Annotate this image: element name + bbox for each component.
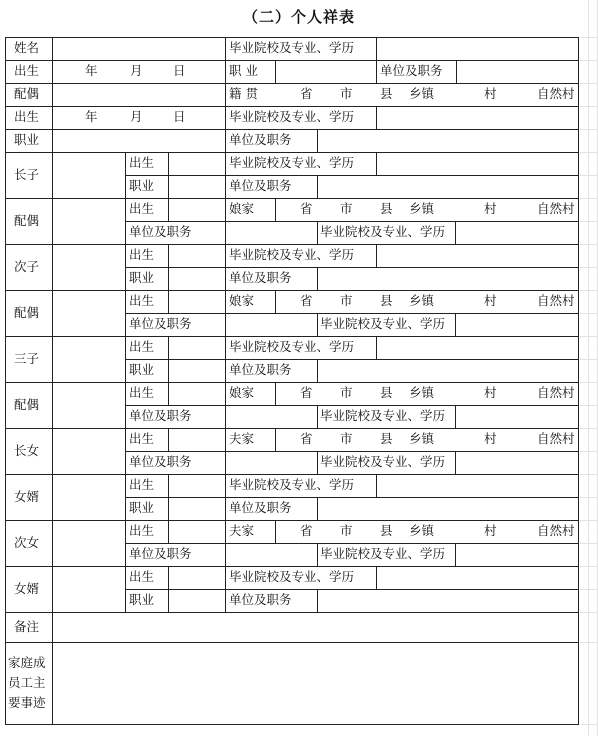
label-family-home: 夫家	[229, 523, 255, 538]
label-county: 县	[380, 431, 393, 446]
table-rule	[275, 520, 276, 544]
table-rule	[5, 612, 579, 613]
label-occupation: 职业	[129, 592, 155, 607]
label-town: 乡镇	[409, 86, 435, 101]
table-rule	[455, 405, 456, 429]
sheet-gridline	[580, 451, 598, 452]
table-rule	[5, 37, 6, 725]
table-rule	[52, 152, 53, 613]
table-rule	[168, 474, 169, 498]
label-county: 县	[380, 523, 393, 538]
label-town: 乡镇	[409, 385, 435, 400]
label-family-home: 娘家	[229, 293, 255, 308]
label-province: 省	[300, 201, 313, 216]
label-member: 配偶	[14, 397, 40, 412]
sheet-gridline	[580, 497, 598, 498]
label-school: 毕业院校及专业、学历	[229, 247, 355, 262]
label-birth: 出生	[129, 293, 155, 308]
table-rule	[455, 543, 456, 567]
sheet-gridline	[580, 83, 598, 84]
label-occupation: 职业	[129, 178, 155, 193]
sheet-gridline	[580, 543, 598, 544]
label-city: 市	[340, 385, 353, 400]
label-occupation: 职业	[129, 362, 155, 377]
table-rule	[317, 589, 318, 613]
table-rule	[5, 642, 579, 643]
label-birth: 出生	[129, 569, 155, 584]
sheet-gridline	[580, 336, 598, 337]
sheet-gridline	[580, 589, 598, 590]
label-member: 长女	[14, 443, 40, 458]
table-rule	[225, 244, 226, 268]
table-rule	[225, 129, 226, 153]
table-rule	[125, 221, 579, 222]
table-rule	[275, 290, 276, 314]
label-province: 省	[300, 431, 313, 446]
table-rule	[455, 313, 456, 337]
label-school: 毕业院校及专业、学历	[320, 454, 446, 469]
label-member: 长子	[14, 167, 40, 182]
table-rule	[5, 106, 579, 107]
label-events-line1: 家庭成	[8, 655, 46, 670]
table-rule	[225, 221, 226, 245]
sheet-gridline	[580, 566, 598, 567]
table-rule	[317, 175, 318, 199]
label-county: 县	[380, 201, 393, 216]
label-family-home: 娘家	[229, 201, 255, 216]
table-rule	[225, 60, 226, 84]
table-rule	[376, 336, 377, 360]
table-rule	[5, 520, 579, 521]
table-rule	[168, 175, 169, 199]
sheet-gridline	[580, 290, 598, 291]
label-birth: 出生	[129, 247, 155, 262]
label-unit: 单位及职务	[229, 270, 292, 285]
sheet-gridline	[580, 244, 598, 245]
table-rule	[317, 451, 318, 475]
label-unit: 单位及职务	[380, 63, 443, 78]
sheet-gridline	[580, 152, 598, 153]
table-rule	[225, 83, 226, 107]
label-village: 村	[484, 293, 497, 308]
sheet-gridline	[580, 382, 598, 383]
table-rule	[376, 37, 377, 61]
label-unit: 单位及职务	[229, 178, 292, 193]
label-member: 配偶	[14, 305, 40, 320]
table-rule	[5, 724, 579, 725]
sheet-gridline	[580, 267, 598, 268]
table-rule	[168, 267, 169, 291]
label-family-home: 夫家	[229, 431, 255, 446]
table-rule	[455, 451, 456, 475]
label-school: 毕业院校及专业、学历	[320, 546, 446, 561]
sheet-gridline	[580, 428, 598, 429]
table-rule	[125, 267, 579, 268]
label-natural-village: 自然村	[537, 385, 575, 400]
label-natural-village: 自然村	[537, 201, 575, 216]
table-rule	[225, 175, 226, 199]
label-village: 村	[484, 86, 497, 101]
table-rule	[317, 129, 318, 153]
table-rule	[5, 428, 579, 429]
label-school: 毕业院校及专业、学历	[229, 569, 355, 584]
table-rule	[168, 152, 169, 176]
sheet-gridline	[580, 106, 598, 107]
table-rule	[168, 198, 169, 222]
table-rule	[225, 37, 226, 61]
label-notes: 备注	[14, 619, 40, 634]
label-village: 村	[484, 523, 497, 538]
table-rule	[125, 359, 579, 360]
table-rule	[125, 497, 579, 498]
label-town: 乡镇	[409, 523, 435, 538]
table-rule	[456, 60, 457, 84]
sheet-gridline	[580, 520, 598, 521]
sheet-gridline	[580, 60, 598, 61]
label-member: 女婿	[14, 581, 40, 596]
table-rule	[125, 405, 579, 406]
table-rule	[5, 474, 579, 475]
label-unit: 单位及职务	[229, 592, 292, 607]
label-county: 县	[380, 385, 393, 400]
label-province: 省	[300, 86, 313, 101]
label-events-line2: 员工主	[8, 675, 46, 690]
table-rule	[376, 474, 377, 498]
label-town: 乡镇	[409, 431, 435, 446]
sheet-gridline	[580, 359, 598, 360]
table-rule	[376, 106, 377, 130]
table-rule	[317, 497, 318, 521]
label-city: 市	[340, 523, 353, 538]
table-rule	[317, 543, 318, 567]
label-school: 毕业院校及专业、学历	[229, 339, 355, 354]
sheet-gridline	[580, 724, 598, 725]
label-province: 省	[300, 523, 313, 538]
label-native: 籍 贯	[229, 86, 258, 101]
table-rule	[5, 152, 579, 153]
sheet-gridline	[580, 405, 598, 406]
table-rule	[125, 313, 579, 314]
table-rule	[225, 336, 226, 360]
sheet-gridline	[580, 612, 598, 613]
label-events-line3: 要事迹	[8, 695, 46, 710]
table-rule	[225, 313, 226, 337]
table-rule	[5, 129, 579, 130]
sheet-gridline	[580, 221, 598, 222]
label-school: 毕业院校及专业、学历	[229, 109, 355, 124]
table-rule	[275, 382, 276, 406]
label-birth: 出生	[14, 109, 40, 124]
label-name: 姓名	[14, 40, 40, 55]
table-rule	[376, 244, 377, 268]
label-occupation: 职业	[129, 500, 155, 515]
label-member: 配偶	[14, 213, 40, 228]
label-member: 三子	[14, 351, 40, 366]
table-rule	[5, 60, 579, 61]
table-rule	[168, 336, 169, 360]
table-rule	[168, 589, 169, 613]
label-natural-village: 自然村	[537, 431, 575, 446]
sheet-gridline	[588, 0, 589, 736]
label-unit: 单位及职务	[229, 362, 292, 377]
label-unit: 单位及职务	[229, 132, 292, 147]
sheet-gridline	[580, 175, 598, 176]
table-rule	[317, 221, 318, 245]
label-city: 市	[340, 293, 353, 308]
label-birth: 出生	[129, 385, 155, 400]
table-rule	[376, 152, 377, 176]
table-rule	[376, 60, 377, 84]
label-unit: 单位及职务	[129, 546, 192, 561]
label-unit: 单位及职务	[229, 500, 292, 515]
label-birth: 出生	[129, 431, 155, 446]
label-city: 市	[340, 201, 353, 216]
label-month: 月	[130, 63, 143, 78]
table-rule	[317, 267, 318, 291]
table-rule	[225, 359, 226, 383]
table-rule	[225, 566, 226, 590]
table-rule	[5, 83, 579, 84]
table-rule	[275, 428, 276, 452]
table-rule	[125, 451, 579, 452]
label-county: 县	[380, 86, 393, 101]
label-school: 毕业院校及专业、学历	[320, 316, 446, 331]
table-rule	[225, 198, 226, 222]
label-village: 村	[484, 431, 497, 446]
table-rule	[225, 589, 226, 613]
label-village: 村	[484, 385, 497, 400]
label-birth: 出生	[129, 523, 155, 538]
label-unit: 单位及职务	[129, 408, 192, 423]
label-town: 乡镇	[409, 293, 435, 308]
table-rule	[168, 382, 169, 406]
label-occupation: 职业	[129, 270, 155, 285]
label-day: 日	[173, 109, 186, 124]
sheet-gridline	[580, 642, 598, 643]
table-rule	[168, 520, 169, 544]
table-rule	[225, 543, 226, 567]
table-rule	[225, 382, 226, 406]
label-school: 毕业院校及专业、学历	[229, 40, 355, 55]
table-rule	[168, 428, 169, 452]
label-birth: 出生	[129, 339, 155, 354]
label-birth: 出生	[129, 155, 155, 170]
table-rule	[317, 359, 318, 383]
table-rule	[578, 37, 579, 725]
label-natural-village: 自然村	[537, 293, 575, 308]
table-rule	[376, 566, 377, 590]
label-natural-village: 自然村	[537, 523, 575, 538]
table-rule	[125, 152, 126, 613]
table-rule	[168, 244, 169, 268]
label-county: 县	[380, 293, 393, 308]
label-member: 次女	[14, 535, 40, 550]
label-province: 省	[300, 293, 313, 308]
table-rule	[275, 198, 276, 222]
sheet-gridline	[580, 313, 598, 314]
label-unit: 单位及职务	[129, 316, 192, 331]
label-day: 日	[173, 63, 186, 78]
label-birth: 出生	[14, 63, 40, 78]
sheet-gridline	[580, 474, 598, 475]
table-rule	[125, 543, 579, 544]
table-rule	[5, 566, 579, 567]
label-city: 市	[340, 431, 353, 446]
label-province: 省	[300, 385, 313, 400]
label-school: 毕业院校及专业、学历	[320, 408, 446, 423]
table-rule	[225, 267, 226, 291]
table-rule	[225, 290, 226, 314]
table-rule	[168, 359, 169, 383]
label-school: 毕业院校及专业、学历	[229, 155, 355, 170]
table-rule	[168, 290, 169, 314]
label-unit: 单位及职务	[129, 224, 192, 239]
label-member: 次子	[14, 259, 40, 274]
table-rule	[125, 175, 579, 176]
label-job: 职 业	[229, 63, 258, 78]
table-rule	[225, 405, 226, 429]
label-village: 村	[484, 201, 497, 216]
sheet-gridline	[580, 37, 598, 38]
table-rule	[225, 451, 226, 475]
page-title: （二）个人祥表	[242, 8, 355, 26]
label-school: 毕业院校及专业、学历	[229, 477, 355, 492]
label-month: 月	[130, 109, 143, 124]
table-rule	[225, 474, 226, 498]
table-rule	[5, 336, 579, 337]
sheet-gridline	[580, 129, 598, 130]
table-rule	[225, 497, 226, 521]
label-birth: 出生	[129, 477, 155, 492]
label-family-home: 娘家	[229, 385, 255, 400]
label-town: 乡镇	[409, 201, 435, 216]
label-year: 年	[85, 63, 98, 78]
label-spouse: 配偶	[14, 86, 40, 101]
table-rule	[225, 520, 226, 544]
table-rule	[5, 198, 579, 199]
table-rule	[5, 290, 579, 291]
sheet-gridline	[580, 198, 598, 199]
label-school: 毕业院校及专业、学历	[320, 224, 446, 239]
label-member: 女婿	[14, 489, 40, 504]
label-unit: 单位及职务	[129, 454, 192, 469]
table-rule	[168, 497, 169, 521]
table-rule	[317, 313, 318, 337]
table-rule	[225, 428, 226, 452]
table-rule	[225, 106, 226, 130]
table-rule	[52, 37, 53, 153]
label-birth: 出生	[129, 201, 155, 216]
label-year: 年	[85, 109, 98, 124]
label-natural-village: 自然村	[537, 86, 575, 101]
label-city: 市	[340, 86, 353, 101]
table-rule	[317, 405, 318, 429]
table-rule	[125, 589, 579, 590]
table-rule	[52, 612, 53, 725]
table-rule	[455, 221, 456, 245]
table-rule	[5, 37, 579, 38]
table-rule	[5, 382, 579, 383]
table-rule	[5, 244, 579, 245]
label-occupation: 职业	[14, 132, 40, 147]
table-rule	[225, 152, 226, 176]
table-rule	[168, 566, 169, 590]
table-rule	[275, 60, 276, 84]
